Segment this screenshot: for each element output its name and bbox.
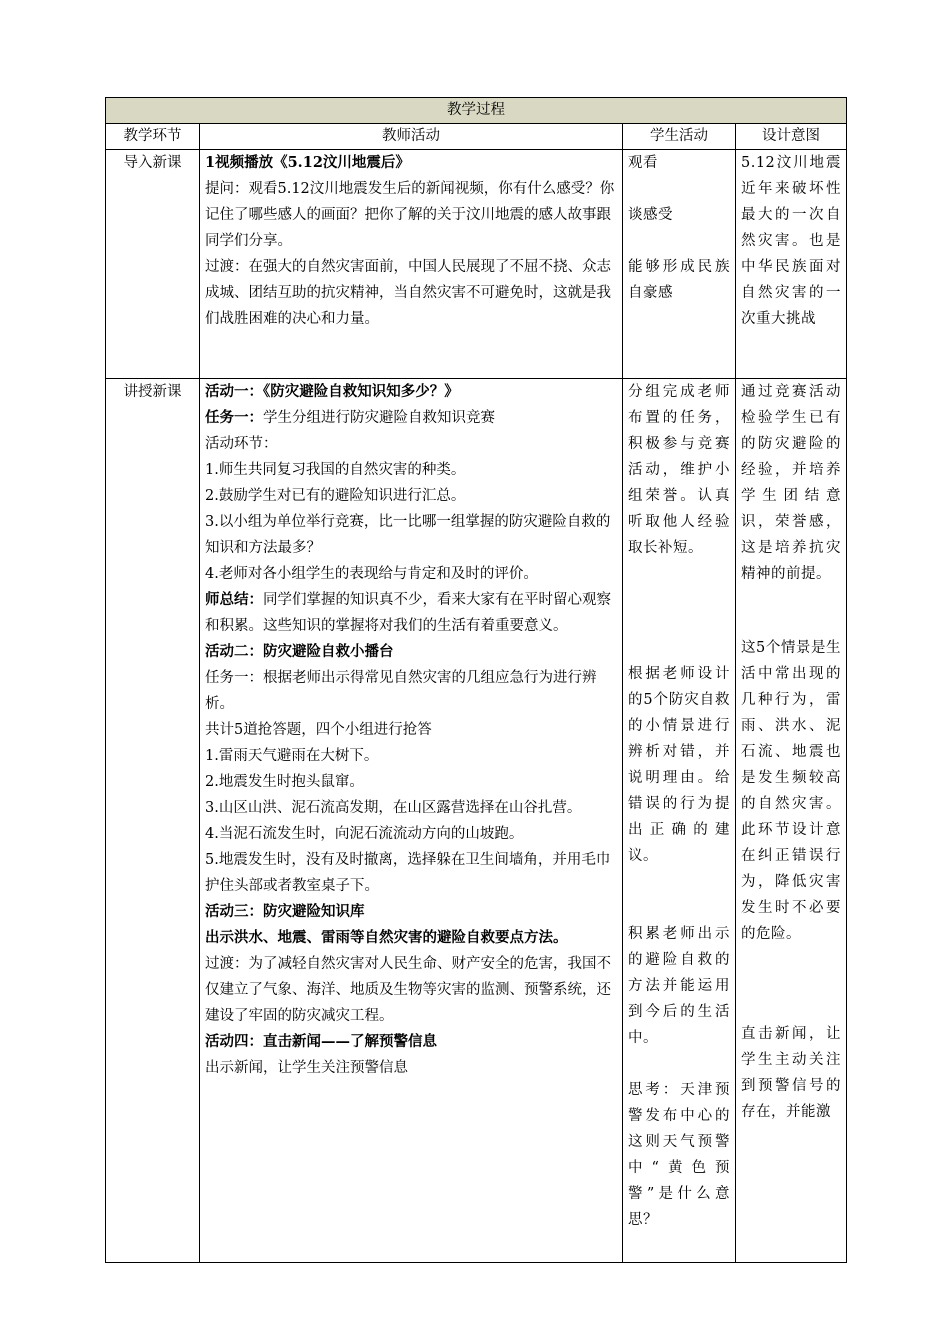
lecture-teacher-line: 3.以小组为单位举行竞赛，比一比哪一组掌握的防灾避险自救的知识和方法最多？: [205, 514, 611, 556]
intro-student-cell: [623, 150, 736, 379]
task-label: 任务一：: [205, 409, 263, 426]
lecture-teacher-line: 2.地震发生时抱头鼠窜。: [205, 774, 364, 790]
intro-section-label: 导入新课: [106, 150, 200, 379]
lecture-teacher-line: 3.山区山洪、泥石流高发期，在山区露营选择在山谷扎营。: [205, 800, 582, 816]
intro-teacher-line: 过渡：在强大的自然灾害面前，中国人民展现了不屈不挠、众志成城、团结互助的抗灾精神，当自然灾害不可避免时，这就是我们战胜困难的决心和力量。: [205, 259, 611, 327]
activity-three-title: 活动三：防灾避险知识库: [205, 903, 365, 920]
lecture-teacher-line: 1.师生共同复习我国的自然灾害的种类。: [205, 462, 466, 478]
lecture-teacher-line: 1.雷雨天气避雨在大树下。: [205, 748, 379, 764]
lecture-design-cell: [736, 379, 847, 1263]
lecture-section-label: 讲授新课: [106, 379, 200, 1263]
student-activity-one: 分组完成老师布置的任务，积极参与竞赛活动，维护小组荣誉。认真听取他人经验取长补短。: [628, 384, 730, 556]
teaching-process-table: [105, 97, 847, 1263]
header-row: [106, 124, 847, 150]
lecture-teacher-line: 出示洪水、地震、雷雨等自然灾害的避险自救要点方法。: [205, 929, 568, 946]
activity-one-title: 活动一：《防灾避险自救知识知多少？》: [205, 383, 459, 400]
activity-two-title: 活动二：防灾避险自救小播台: [205, 643, 394, 660]
lecture-teacher-line: [205, 405, 617, 431]
lecture-student-cell: [623, 379, 736, 1263]
lecture-row: [106, 379, 847, 1263]
intro-teacher-cell: [200, 150, 623, 379]
lecture-teacher-line: 出示新闻，让学生关注预警信息: [205, 1060, 408, 1076]
header-design: 设计意图: [736, 124, 847, 150]
design-activity-four: 直击新闻，让学生主动关注到预警信号的存在，并能激: [741, 1026, 841, 1120]
lecture-teacher-line: 5.地震发生时，没有及时撤离，选择躲在卫生间墙角，并用毛巾护住头部或者教室桌子下。: [205, 852, 611, 894]
intro-student-line: 观看: [628, 155, 658, 171]
lecture-teacher-line: 任务一：根据老师出示得常见自然灾害的几组应急行为进行辨析。: [205, 670, 597, 712]
header-section: 教学环节: [106, 124, 200, 150]
student-activity-two: 根据老师设计的5个防灾自救的小情景进行辨析对错，并说明理由。给错误的行为提出正确的建议。: [628, 666, 730, 864]
lecture-teacher-cell: [200, 379, 623, 1263]
student-activity-four: 思考：天津预警发布中心的这则天气预警中“黄色预警”是什么意思？: [628, 1082, 730, 1228]
lecture-teacher-line: 共计5道抢答题，四个小组进行抢答: [205, 722, 432, 738]
header-teacher: 教师活动: [200, 124, 623, 150]
summary-text: 同学们掌握的知识真不少，看来大家有在平时留心观察和积累。这些知识的掌握将对我们的生活有着重要意义。: [205, 592, 611, 634]
header-student: 学生活动: [623, 124, 736, 150]
intro-teacher-line: 提问：观看5.12汶川地震发生后的新闻视频，你有什么感受？你记住了哪些感人的画面？把你了解的关于汶川地震的感人故事跟同学们分享。: [205, 181, 615, 249]
lecture-teacher-line: 4.当泥石流发生时，向泥石流流动方向的山坡跑。: [205, 826, 524, 842]
design-activity-one: 通过竞赛活动检验学生已有的防灾避险的经验，并培养学生团结意识，荣誉感，这是培养抗灾精神的前提。: [741, 384, 841, 582]
table-title: 教学过程: [106, 98, 847, 124]
intro-student-line: 能够形成民族自豪感: [628, 259, 730, 301]
design-activity-two: 这5个情景是生活中常出现的几种行为，雷雨、洪水、泥石流、地震也是发生频较高的自然灾害。此环节设计意在纠正错误行为，降低灾害发生时不必要的危险。: [741, 640, 841, 942]
student-activity-three: 积累老师出示的避险自救的方法并能运用到今后的生活中。: [628, 926, 730, 1046]
intro-design-cell: 5.12汶川地震近年来破坏性最大的一次自然灾害。也是中华民族面对自然灾害的一次重大挑战: [736, 150, 847, 379]
lecture-teacher-line: 4.老师对各小组学生的表现给与肯定和及时的评价。: [205, 566, 538, 582]
lecture-teacher-line: 活动环节：: [205, 436, 278, 452]
summary-label: 师总结：: [205, 591, 263, 608]
lecture-teacher-line: 过渡：为了减轻自然灾害对人民生命、财产安全的危害，我国不仅建立了气象、海洋、地质及生物等灾害的监测、预警系统，还建设了牢固的防灾减灾工程。: [205, 956, 611, 1024]
lecture-teacher-line: 2.鼓励学生对已有的避险知识进行汇总。: [205, 488, 466, 504]
intro-teacher-line: 1视频播放《5.12汶川地震后》: [205, 154, 410, 171]
intro-row: [106, 150, 847, 379]
activity-four-title: 活动四：直击新闻——了解预警信息: [205, 1033, 437, 1050]
task-text: 学生分组进行防灾避险自救知识竞赛: [263, 410, 495, 426]
intro-student-line: 谈感受: [628, 207, 673, 223]
lecture-teacher-line: [205, 587, 617, 639]
